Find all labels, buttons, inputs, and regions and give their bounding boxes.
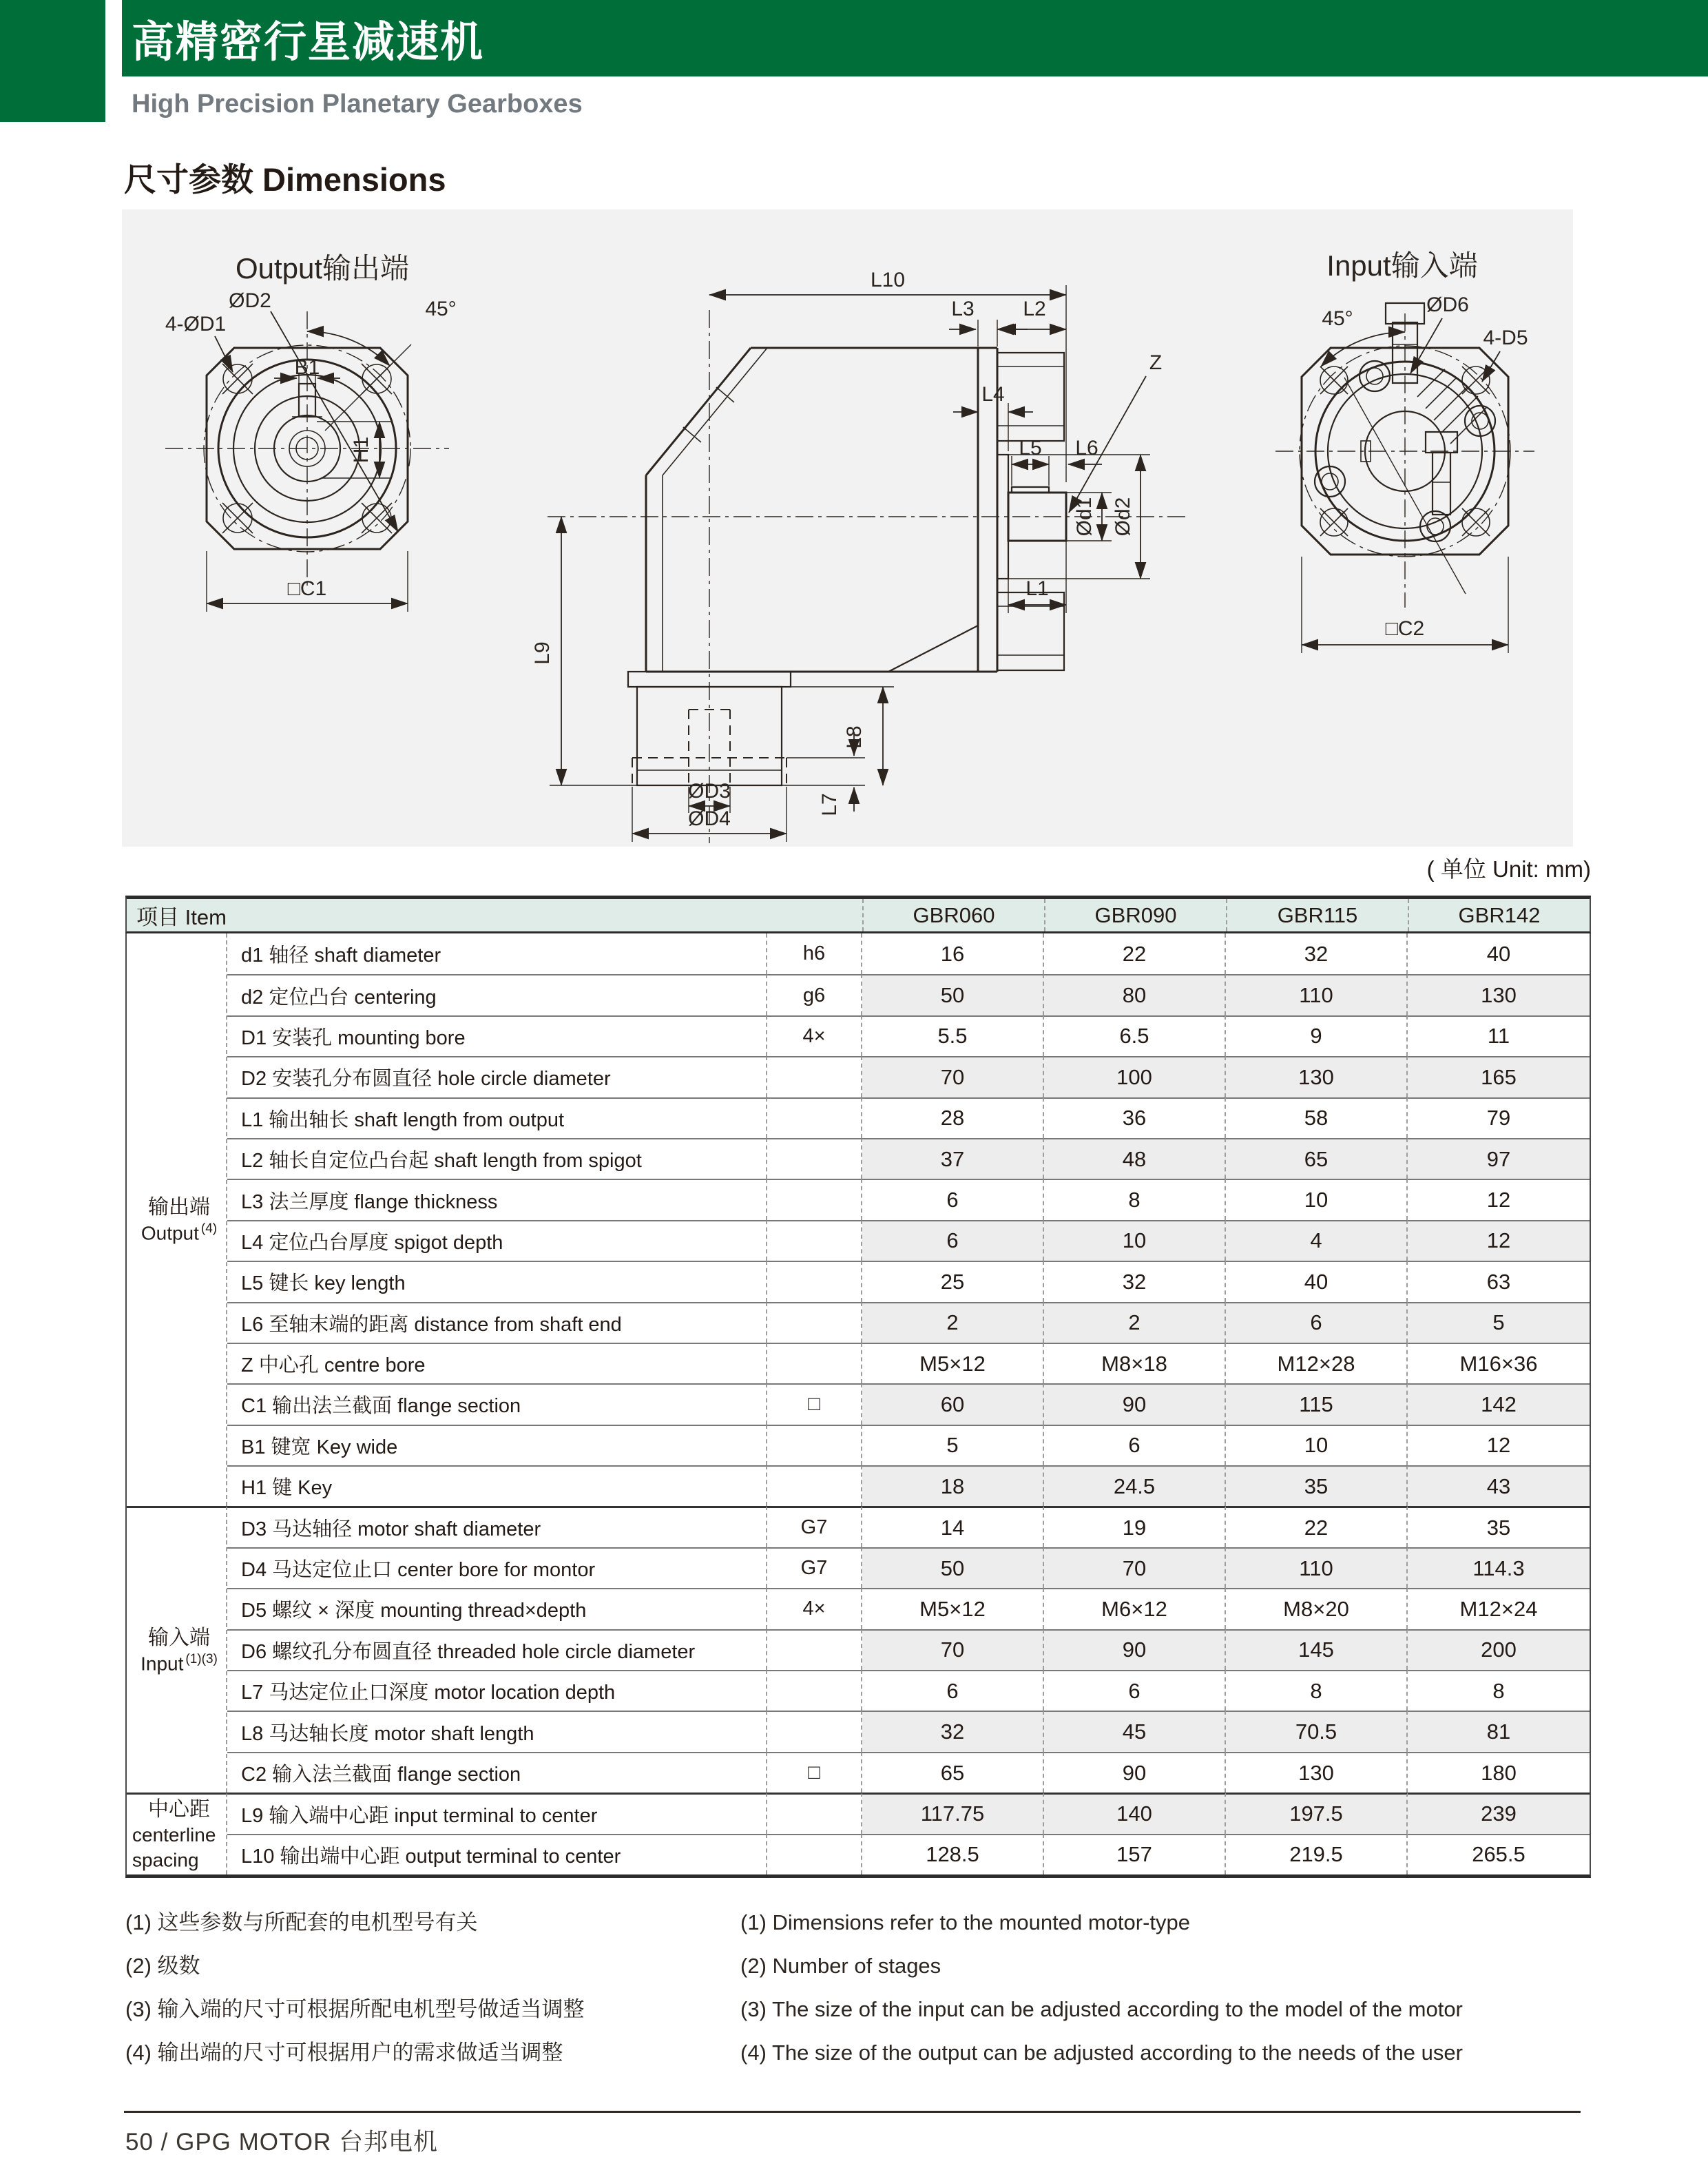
- footnote-cn: (4) 输出端的尺寸可根据用户的需求做适当调整: [125, 2041, 563, 2065]
- param-cell: C1 输出法兰截面 flange section: [227, 1383, 767, 1424]
- value-cell: 58: [1226, 1097, 1408, 1138]
- param-cell: D6 螺纹孔分布圆直径 threaded hole circle diameter: [227, 1629, 767, 1670]
- value-cell: 63: [1408, 1261, 1590, 1301]
- tolerance-cell: [767, 1793, 862, 1833]
- tolerance-cell: G7: [767, 1506, 862, 1547]
- value-cell: 2: [1044, 1302, 1226, 1343]
- value-cell: 37: [862, 1138, 1044, 1179]
- value-cell: 36: [1044, 1097, 1226, 1138]
- value-cell: 239: [1408, 1793, 1590, 1833]
- group-name-en: centerline spacing: [132, 1824, 216, 1871]
- value-cell: 6: [1044, 1425, 1226, 1465]
- 4d1-label: 4-ØD1: [165, 313, 227, 335]
- tolerance-cell: [767, 1220, 862, 1261]
- od6-label: ØD6: [1426, 293, 1469, 316]
- tolerance-cell: [767, 1179, 862, 1219]
- value-cell: 50: [862, 974, 1044, 1015]
- footnote-cn: (1) 这些参数与所配套的电机型号有关: [125, 1910, 478, 1934]
- tolerance-cell: □: [767, 1752, 862, 1793]
- page-title: 高精密行星减速机: [132, 19, 485, 66]
- l3-label: L3: [951, 298, 975, 320]
- group-name-en: Output $^{(4)}$: [140, 1221, 218, 1244]
- l5-label: L5: [1019, 437, 1042, 459]
- param-cell: L5 键长 key length: [227, 1261, 767, 1301]
- value-cell: 6: [862, 1220, 1044, 1261]
- tolerance-cell: 4×: [767, 1015, 862, 1056]
- value-cell: M12×28: [1226, 1343, 1408, 1383]
- tolerance-cell: [767, 1425, 862, 1465]
- param-cell: D2 安装孔分布圆直径 hole circle diameter: [227, 1056, 767, 1097]
- c2-label: □C2: [1385, 617, 1425, 640]
- l2-label: L2: [1023, 298, 1046, 320]
- dimensions-table: [125, 896, 1591, 1878]
- param-cell: H1 键 Key: [227, 1465, 767, 1506]
- value-cell: 60: [862, 1383, 1044, 1424]
- item-column-header: 项目 Item: [136, 905, 227, 929]
- value-cell: 8: [1226, 1670, 1408, 1711]
- param-cell: L10 输出端中心距 output terminal to center: [227, 1834, 767, 1874]
- value-cell: M12×24: [1408, 1588, 1590, 1629]
- input-view-title: Input输入端: [1326, 249, 1478, 282]
- tolerance-cell: [767, 1629, 862, 1670]
- param-cell: B1 键宽 Key wide: [227, 1425, 767, 1465]
- value-cell: 165: [1408, 1056, 1590, 1097]
- footer-page-info: 50 / GPG MOTOR 台邦电机: [125, 2129, 438, 2156]
- value-cell: 40: [1226, 1261, 1408, 1301]
- value-cell: 25: [862, 1261, 1044, 1301]
- value-cell: M8×18: [1044, 1343, 1226, 1383]
- param-cell: L3 法兰厚度 flange thickness: [227, 1179, 767, 1219]
- unit-note: ( 单位 Unit: mm): [1426, 856, 1591, 882]
- value-cell: 110: [1226, 1547, 1408, 1588]
- side-view-drawing: [531, 269, 1190, 843]
- od2-side-label: Ød2: [1112, 497, 1134, 537]
- value-cell: 5: [1408, 1302, 1590, 1343]
- value-cell: 6: [862, 1670, 1044, 1711]
- group-name-en: Input $^{(1)(3)}$: [140, 1651, 218, 1675]
- row-group-label: [127, 1506, 227, 1793]
- footnotes-english: [740, 1910, 1656, 2083]
- value-cell: 115: [1226, 1383, 1408, 1424]
- l4-label: L4: [981, 383, 1005, 406]
- footnote-cn: (2) 级数: [125, 1954, 200, 1978]
- value-cell: 5: [862, 1425, 1044, 1465]
- tolerance-cell: [767, 1261, 862, 1301]
- value-cell: 12: [1408, 1220, 1590, 1261]
- row-group-label: [127, 1793, 227, 1874]
- value-cell: 6.5: [1044, 1015, 1226, 1056]
- param-cell: D4 马达定位止口 center bore for montor: [227, 1547, 767, 1588]
- model-column-header: GBR115: [1226, 899, 1408, 931]
- value-cell: 90: [1044, 1383, 1226, 1424]
- value-cell: 70.5: [1226, 1711, 1408, 1751]
- output-angle-label: 45°: [425, 298, 457, 320]
- value-cell: 18: [862, 1465, 1044, 1506]
- footnotes-chinese: [125, 1910, 800, 2083]
- value-cell: 197.5: [1226, 1793, 1408, 1833]
- value-cell: 24.5: [1044, 1465, 1226, 1506]
- tolerance-cell: [767, 1097, 862, 1138]
- value-cell: 8: [1044, 1179, 1226, 1219]
- value-cell: 130: [1408, 974, 1590, 1015]
- l6-label: L6: [1075, 437, 1098, 459]
- param-cell: d2 定位凸台 centering: [227, 974, 767, 1015]
- output-view-drawing: [165, 252, 457, 612]
- value-cell: 45: [1044, 1711, 1226, 1751]
- value-cell: 40: [1486, 941, 1511, 966]
- footnote-en: (2) Number of stages: [740, 1954, 941, 1978]
- od4-label: ØD4: [688, 807, 731, 830]
- input-angle-label: 45°: [1322, 307, 1353, 330]
- model-column-header: GBR090: [1044, 899, 1226, 931]
- od2-label: ØD2: [229, 289, 271, 312]
- model-column-header: GBR142: [1408, 899, 1590, 931]
- value-cell: 80: [1044, 974, 1226, 1015]
- z-label: Z: [1149, 351, 1163, 374]
- value-cell: 130: [1226, 1056, 1408, 1097]
- value-cell: 19: [1044, 1506, 1226, 1547]
- value-cell: 6: [862, 1179, 1044, 1219]
- param-cell: Z 中心孔 centre bore: [227, 1343, 767, 1383]
- value-cell: 180: [1408, 1752, 1590, 1793]
- input-view-drawing: [1275, 249, 1534, 653]
- value-cell: 219.5: [1226, 1834, 1408, 1874]
- value-cell: 117.75: [862, 1793, 1044, 1833]
- value-cell: 142: [1408, 1383, 1590, 1424]
- tolerance-cell: □: [767, 1383, 862, 1424]
- param-cell: L2 轴长自定位凸台起 shaft length from spigot: [227, 1138, 767, 1179]
- value-cell: 14: [862, 1506, 1044, 1547]
- value-cell: 157: [1044, 1834, 1226, 1874]
- value-cell: 81: [1408, 1711, 1590, 1751]
- value-cell: 100: [1044, 1056, 1226, 1097]
- value-cell: 130: [1226, 1752, 1408, 1793]
- model-column-header: GBR060: [862, 899, 1044, 931]
- value-cell: 12: [1408, 1425, 1590, 1465]
- value-cell: 32: [1226, 933, 1408, 974]
- param-cell: C2 输入法兰截面 flange section: [227, 1752, 767, 1793]
- value-cell: 65: [1226, 1138, 1408, 1179]
- value-cell: 4: [1226, 1220, 1408, 1261]
- value-cell: 97: [1408, 1138, 1590, 1179]
- page-subtitle: High Precision Planetary Gearboxes: [132, 90, 583, 118]
- value-cell: M8×20: [1226, 1588, 1408, 1629]
- l7-label: L7: [818, 793, 841, 816]
- value-cell: 32: [1044, 1261, 1226, 1301]
- value-cell: 8: [1408, 1670, 1590, 1711]
- od3-label: ØD3: [688, 780, 731, 803]
- value-cell: 43: [1408, 1465, 1590, 1506]
- param-cell: L8 马达轴长度 motor shaft length: [227, 1711, 767, 1751]
- value-cell: 90: [1044, 1629, 1226, 1670]
- value-cell: M6×12: [1044, 1588, 1226, 1629]
- l8-label: L8: [843, 725, 866, 749]
- param-cell: D5 螺纹 × 深度 mounting thread×depth: [227, 1588, 767, 1629]
- value-cell: 35: [1408, 1506, 1590, 1547]
- param-cell: L9 输入端中心距 input terminal to center: [227, 1793, 767, 1833]
- value-cell: 140: [1044, 1793, 1226, 1833]
- title-banner: [122, 0, 1708, 76]
- value-cell: M16×36: [1408, 1343, 1590, 1383]
- value-cell: 128.5: [862, 1834, 1044, 1874]
- value-cell: 11: [1408, 1015, 1590, 1056]
- value-cell: 48: [1044, 1138, 1226, 1179]
- group-name-cn: 输入端: [148, 1626, 210, 1649]
- value-cell: 6: [1226, 1302, 1408, 1343]
- param-cell: d1 轴径 shaft diameter: [227, 933, 767, 974]
- value-cell: 10: [1044, 1220, 1226, 1261]
- group-name-cn: 输出端: [148, 1195, 210, 1219]
- value-cell: 70: [1044, 1547, 1226, 1588]
- tolerance-cell: h6: [767, 933, 862, 974]
- value-cell: 10: [1226, 1425, 1408, 1465]
- table-header-row: [125, 896, 1591, 933]
- tolerance-cell: [767, 1056, 862, 1097]
- tolerance-cell: [767, 1834, 862, 1874]
- value-cell: 70: [862, 1629, 1044, 1670]
- footnote-en: (1) Dimensions refer to the mounted motor-type: [740, 1910, 1190, 1934]
- value-cell: 145: [1226, 1629, 1408, 1670]
- value-cell: 2: [862, 1302, 1044, 1343]
- value-cell: 265.5: [1408, 1834, 1590, 1874]
- footnote-cn: (3) 输入端的尺寸可根据所配电机型号做适当调整: [125, 1997, 585, 2021]
- tolerance-cell: [767, 1711, 862, 1751]
- dimensions-diagram: [122, 209, 1573, 847]
- tolerance-cell: [767, 1138, 862, 1179]
- value-cell: 5.5: [862, 1015, 1044, 1056]
- value-cell: 110: [1226, 974, 1408, 1015]
- value-cell: 22: [1044, 933, 1226, 974]
- tolerance-cell: [767, 1465, 862, 1506]
- param-cell: D1 安装孔 mounting bore: [227, 1015, 767, 1056]
- value-cell: M5×12: [862, 1343, 1044, 1383]
- value-cell: 9: [1226, 1015, 1408, 1056]
- tolerance-cell: [767, 1343, 862, 1383]
- value-cell: 90: [1044, 1752, 1226, 1793]
- value-cell: 32: [862, 1711, 1044, 1751]
- value-cell: 28: [862, 1097, 1044, 1138]
- row-group-label: [127, 933, 227, 1506]
- value-cell: 79: [1408, 1097, 1590, 1138]
- tolerance-cell: G7: [767, 1547, 862, 1588]
- value-cell: 35: [1226, 1465, 1408, 1506]
- l10-label: L10: [870, 269, 906, 291]
- technical-drawing: [122, 209, 1573, 847]
- green-side-block: [0, 0, 105, 122]
- footnote-en: (4) The size of the output can be adjusted according to the needs of the user: [740, 2041, 1463, 2065]
- group-name-cn: 中心距: [148, 1798, 210, 1821]
- 4d5-label: 4-D5: [1483, 327, 1528, 349]
- value-cell: 114.3: [1408, 1547, 1590, 1588]
- value-cell: M5×12: [862, 1588, 1044, 1629]
- value-cell: 16: [862, 933, 1044, 974]
- section-title: 尺寸参数 Dimensions: [124, 161, 446, 198]
- tolerance-cell: [767, 1670, 862, 1711]
- param-cell: L1 输出轴长 shaft length from output: [227, 1097, 767, 1138]
- param-cell: L7 马达定位止口深度 motor location depth: [227, 1670, 767, 1711]
- param-cell: D3 马达轴径 motor shaft diameter: [227, 1506, 767, 1547]
- output-view-title: Output输出端: [235, 252, 410, 285]
- c1-label: □C1: [287, 577, 327, 600]
- param-cell: L4 定位凸台厚度 spigot depth: [227, 1220, 767, 1261]
- value-cell: 200: [1408, 1629, 1590, 1670]
- b1-label: B1: [294, 356, 320, 379]
- footnote-en: (3) The size of the input can be adjusted according to the model of the motor: [740, 1997, 1463, 2021]
- value-cell: 50: [862, 1547, 1044, 1588]
- l9-label: L9: [531, 641, 554, 665]
- l1-label: L1: [1025, 577, 1049, 600]
- od1-label: Ød1: [1073, 497, 1096, 537]
- value-cell: 22: [1226, 1506, 1408, 1547]
- tolerance-cell: g6: [767, 974, 862, 1015]
- value-cell: 65: [862, 1752, 1044, 1793]
- value-cell: 70: [862, 1056, 1044, 1097]
- value-cell: 12: [1408, 1179, 1590, 1219]
- param-cell: L6 至轴末端的距离 distance from shaft end: [227, 1302, 767, 1343]
- value-cell: 10: [1226, 1179, 1408, 1219]
- tolerance-cell: [767, 1302, 862, 1343]
- tolerance-cell: 4×: [767, 1588, 862, 1629]
- h1-label: H1: [350, 436, 373, 464]
- footer-rule: [124, 2111, 1581, 2113]
- table-body: [125, 933, 1591, 1878]
- value-cell: 6: [1044, 1670, 1226, 1711]
